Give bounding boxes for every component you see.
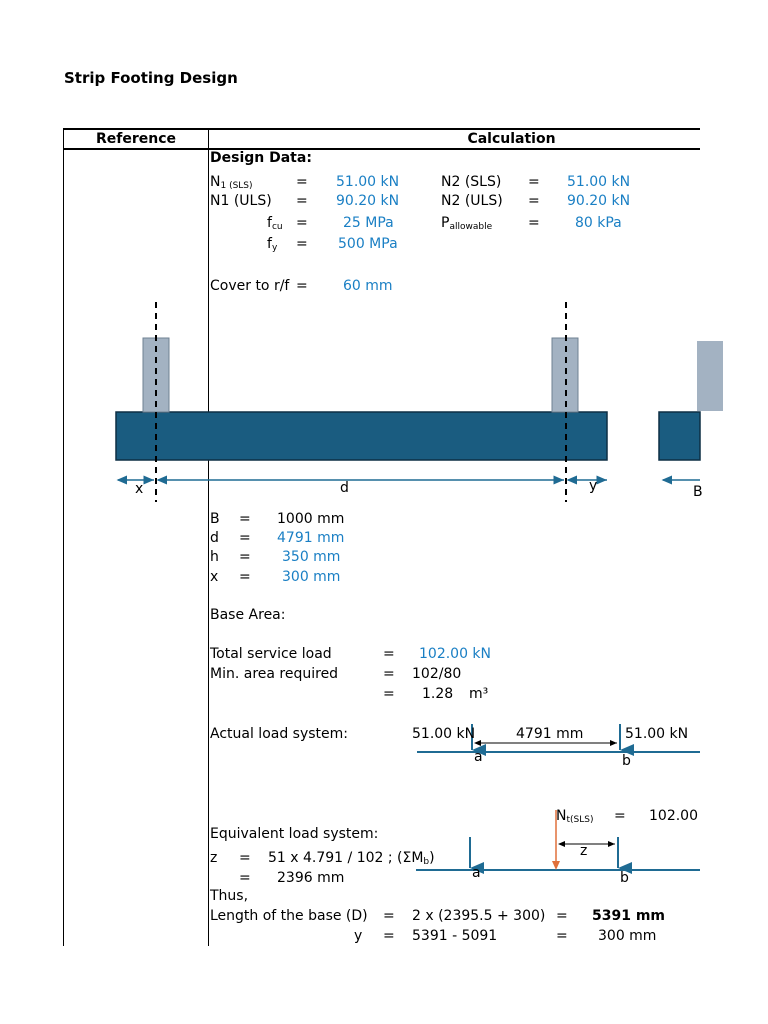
dim-d-label: d — [340, 480, 349, 496]
min-area-label: Min. area required — [210, 666, 339, 682]
eq-sign: = — [383, 908, 395, 924]
y-value: 300 mm — [598, 928, 657, 944]
eq-sign: = — [296, 174, 308, 190]
fy-value: 500 MPa — [338, 236, 398, 252]
length-value: 5391 mm — [592, 908, 666, 924]
resultant-value: 102.00 — [649, 808, 698, 824]
y-expression: 5391 - 5091 — [412, 928, 498, 944]
actual-point-a: a — [474, 749, 483, 765]
eq-sign: = — [239, 569, 251, 585]
page-title: Strip Footing Design — [64, 69, 238, 87]
eq-sign: = — [296, 278, 308, 294]
actual-load-label: Actual load system: — [210, 726, 349, 742]
z-label: z — [210, 850, 218, 866]
eq-sign: = — [239, 850, 251, 866]
h-value: 350 mm — [282, 549, 341, 565]
fy-label: $f_y$ — [267, 236, 278, 253]
resultant-arrowhead — [552, 861, 560, 870]
footing-slab — [116, 412, 607, 460]
total-load-value: 102.00 kN — [419, 646, 492, 662]
eq-sign: = — [296, 193, 308, 209]
y-label: y — [354, 928, 363, 944]
cover-label: Cover to r/f — [210, 278, 290, 294]
dim-b-label: B — [693, 484, 703, 500]
n1-uls-value: 90.20 kN — [336, 193, 400, 209]
eq-sign: = — [528, 215, 540, 231]
reference-header: Reference — [95, 131, 177, 147]
z-expression: 51 x 4.791 / 102 ; $(\Sigma M_b)$ — [268, 850, 435, 867]
eq-sign: = — [556, 908, 568, 924]
section-footing — [659, 412, 700, 460]
eq-sign: = — [296, 236, 308, 252]
dim-x-label: x — [135, 481, 144, 497]
actual-load-right-value: 51.00 kN — [625, 726, 689, 742]
eq-sign: = — [528, 193, 540, 209]
p-allowable-label: $P_{allowable}$ — [441, 215, 493, 232]
equivalent-load-label: Equivalent load system: — [210, 826, 379, 842]
n2-uls-value: 90.20 kN — [567, 193, 631, 209]
x-label: x — [210, 569, 219, 585]
design-data-heading: Design Data: — [210, 150, 312, 166]
length-label: Length of the base (D) — [210, 908, 368, 924]
length-expression: 2 x (2395.5 + 300) — [412, 908, 546, 924]
n1-sls-value: 51.00 kN — [336, 174, 400, 190]
eq-sign: = — [239, 511, 251, 527]
eq-sign: = — [383, 686, 395, 702]
b-value: 1000 mm — [277, 511, 345, 527]
eq-sign: = — [383, 666, 395, 682]
eq-sign: = — [239, 530, 251, 546]
b-label: B — [210, 511, 220, 527]
eq-sign: = — [556, 928, 568, 944]
actual-span-value: 4791 mm — [516, 726, 584, 742]
d-label: d — [210, 530, 219, 546]
eq-sign: = — [383, 928, 395, 944]
d-value: 4791 mm — [277, 530, 345, 546]
actual-load-left-value: 51.00 kN — [412, 726, 476, 742]
n1-sls-label: $N_{1 (SLS)}$ — [210, 174, 253, 191]
n2-uls-label: N2 (ULS) — [441, 193, 503, 209]
x-value: 300 mm — [282, 569, 341, 585]
eq-sign: = — [383, 646, 395, 662]
base-area-heading: Base Area: — [210, 607, 286, 623]
calculation-header: Calculation — [467, 131, 556, 147]
min-area-unit: m³ — [469, 686, 489, 702]
resultant-label: $N_{t(SLS)}$ — [556, 808, 594, 825]
eq-sign: = — [239, 549, 251, 565]
n1-uls-label: N1 (ULS) — [210, 193, 272, 209]
h-label: h — [210, 549, 219, 565]
cover-value: 60 mm — [343, 278, 393, 294]
actual-point-b: b — [622, 753, 631, 769]
p-allowable-value: 80 kPa — [575, 215, 622, 231]
n2-sls-value: 51.00 kN — [567, 174, 631, 190]
eq-sign: = — [296, 215, 308, 231]
thus-label: Thus, — [210, 888, 249, 904]
n2-sls-label: N2 (SLS) — [441, 174, 502, 190]
total-load-label: Total service load — [210, 646, 332, 662]
section-column — [697, 341, 723, 411]
dim-y-label: y — [589, 478, 598, 494]
fcu-value: 25 MPa — [343, 215, 394, 231]
equiv-point-a: a — [472, 865, 481, 881]
equiv-point-b: b — [620, 870, 629, 886]
eq-sign: = — [528, 174, 540, 190]
eq-sign: = — [239, 870, 251, 886]
min-area-value: 1.28 — [422, 686, 454, 702]
z-tag: z — [580, 843, 588, 859]
min-area-expr: 102/80 — [412, 666, 462, 682]
z-result: 2396 mm — [277, 870, 345, 886]
eq-sign: = — [614, 808, 626, 824]
fcu-label: $f_{cu}$ — [267, 215, 283, 232]
